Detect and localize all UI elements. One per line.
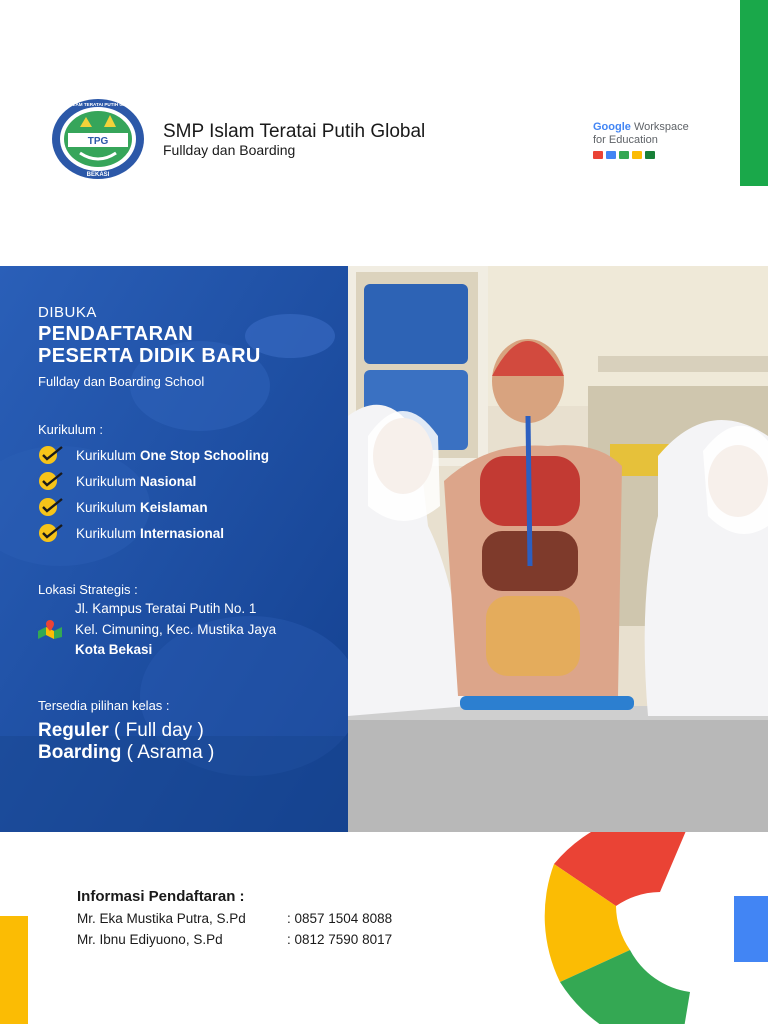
curriculum-prefix: Kurikulum [76,525,137,541]
contact-name: Mr. Eka Mustika Putra, S.Pd [77,911,246,926]
curriculum-label: Kurikulum : [38,422,104,437]
contact-row [77,932,392,947]
logo-ring-text: SMP ISLAM TERATAI PUTIH GLOBAL [57,102,139,107]
students-photo [348,266,768,832]
contact-row [77,911,392,926]
blue-accent-bar [734,896,768,962]
class-option [38,742,214,764]
check-icon [38,523,64,543]
headline-line2: PESERTA DIDIK BARU [38,345,261,367]
school-subtitle: Fullday dan Boarding [163,142,296,158]
curriculum-name: Keislaman [140,499,208,515]
curriculum-prefix: Kurikulum [76,447,137,463]
logo-initials: TPG [87,136,109,147]
google-workspace-badge [593,121,713,159]
gws-title [593,121,713,134]
gws-subtitle: for Education [593,134,658,146]
gws-brand: Google [593,121,631,133]
map-pin-icon [36,619,64,639]
curriculum-item [38,496,208,518]
school-logo [50,97,146,181]
headline-line1: PENDAFTARAN [38,323,194,345]
logo-city: BEKASI [86,172,110,178]
class-option-name: Boarding [38,742,122,763]
headline [38,323,261,367]
gmail-icon [593,151,603,159]
program-type: Fullday dan Boarding School [38,374,205,389]
curriculum-name: One Stop Schooling [140,447,270,463]
contact-phone: : 0857 1504 8088 [287,911,393,926]
class-option-detail: ( Full day ) [114,720,204,741]
gws-product: Workspace [633,121,689,133]
gws-app-icons [593,151,713,159]
check-icon [38,471,64,491]
curriculum-name: Nasional [140,473,197,489]
class-options-label: Tersedia pilihan kelas : [38,698,170,713]
registration-info-title: Informasi Pendaftaran : [77,888,245,905]
address-city: Kota Bekasi [75,642,153,657]
school-name: SMP Islam Teratai Putih Global [163,121,426,142]
contact-name: Mr. Ibnu Ediyuono, S.Pd [77,932,223,947]
curriculum-item [38,470,196,492]
class-option-name: Reguler [38,720,109,741]
open-label: DIBUKA [38,304,97,321]
curriculum-item [38,522,224,544]
location-label: Lokasi Strategis : [38,582,138,597]
class-option [38,720,204,742]
curriculum-name: Internasional [140,525,225,541]
meet-icon [645,151,655,159]
docs-icon [632,151,642,159]
info-panel [0,266,348,832]
drive-icon [619,151,629,159]
yellow-accent-bar [0,916,28,1024]
address-line1: Jl. Kampus Teratai Putih No. 1 [75,601,257,616]
check-icon [38,497,64,517]
google-g-arc [520,832,768,1024]
curriculum-prefix: Kurikulum [76,473,137,489]
calendar-icon [606,151,616,159]
address-line2: Kel. Cimuning, Kec. Mustika Jaya [75,622,277,637]
green-accent-bar [740,0,768,186]
class-option-detail: ( Asrama ) [126,742,215,763]
contact-phone: : 0812 7590 8017 [287,932,393,947]
curriculum-prefix: Kurikulum [76,499,137,515]
curriculum-item [38,444,269,466]
check-icon [38,445,64,465]
